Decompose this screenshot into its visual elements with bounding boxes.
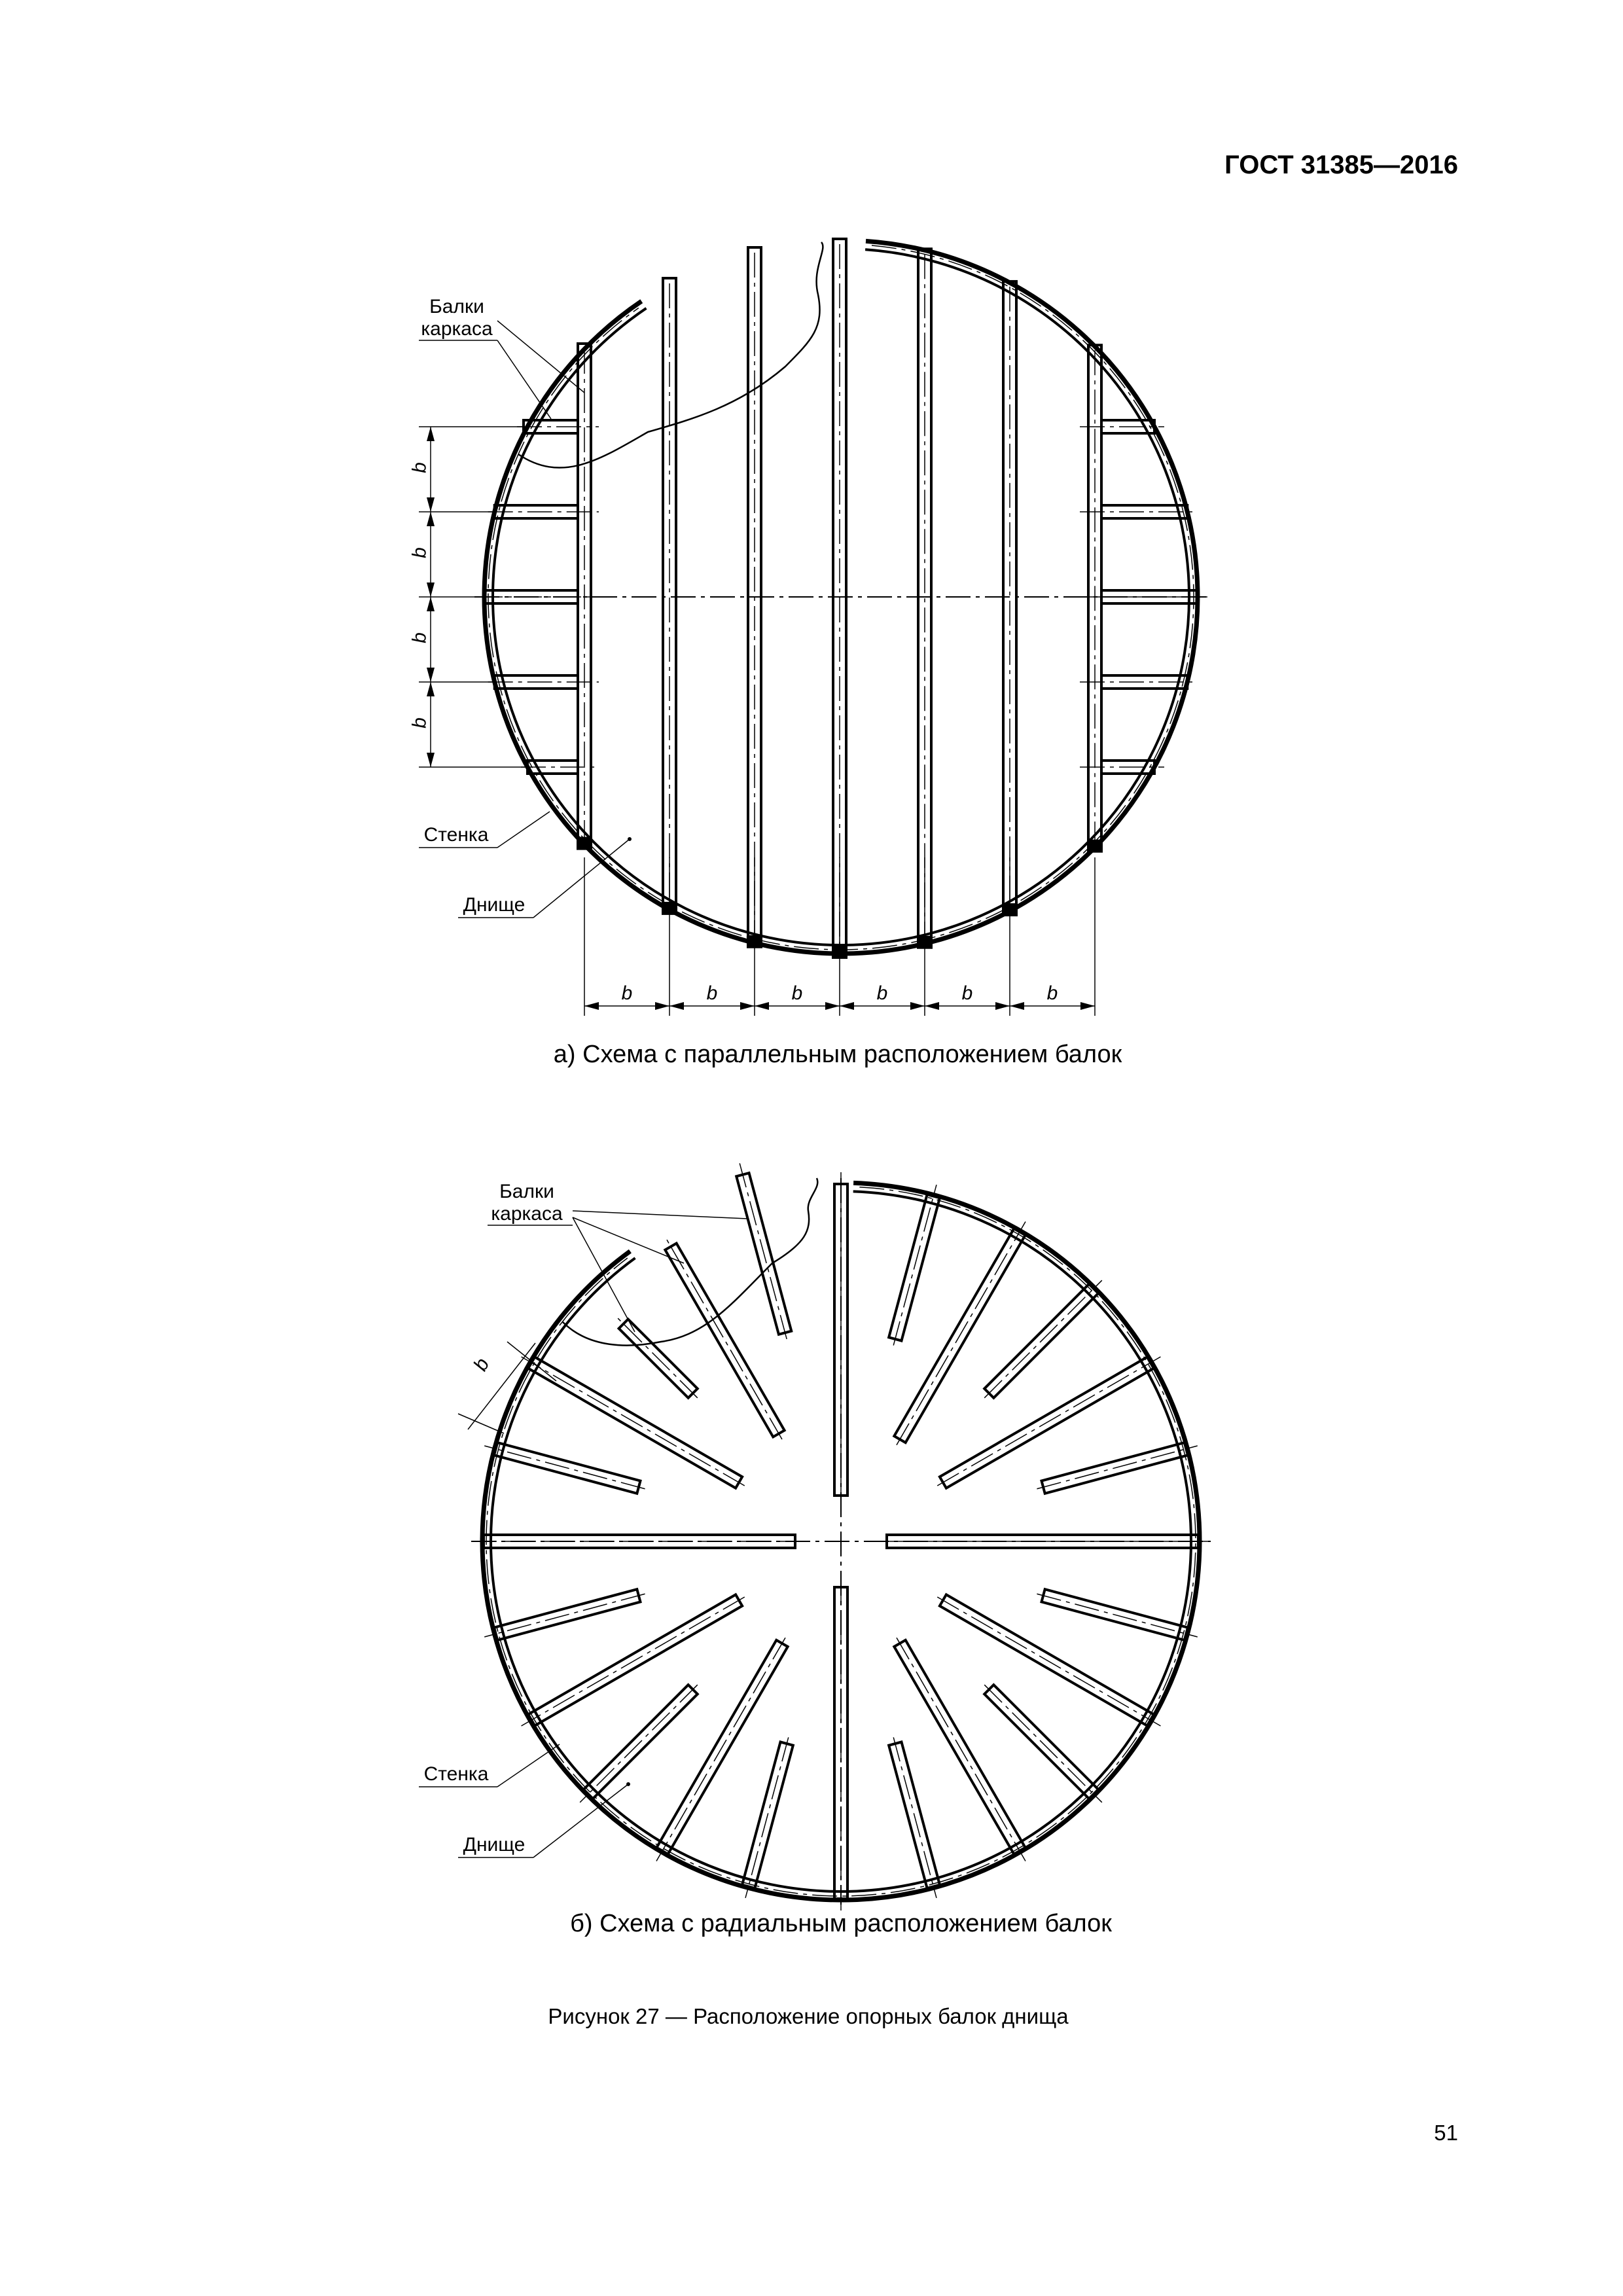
beam-radial-centerline xyxy=(893,1737,936,1897)
break-line xyxy=(563,1178,817,1346)
dimension-label-b: b xyxy=(621,982,633,1004)
beam-radial-centerline xyxy=(745,1737,789,1897)
beam-radial-centerline xyxy=(984,1280,1102,1398)
label-beams-line-2: каркаса xyxy=(491,1203,563,1225)
beam-radial xyxy=(665,1244,784,1437)
beam-radial-centerline xyxy=(937,1357,1160,1486)
beam-radial-centerline xyxy=(522,1597,745,1726)
figure-a-caption: а) Схема с параллельным расположением балок xyxy=(553,1041,1122,1068)
beam-radial-centerline xyxy=(937,1597,1160,1726)
beam-radial-centerline xyxy=(740,1163,787,1339)
dimension-label-b: b xyxy=(1046,982,1058,1004)
standard-designation: ГОСТ 31385—2016 xyxy=(1224,151,1458,179)
label-bottom: Днище xyxy=(463,1834,526,1856)
leader-line xyxy=(573,1211,747,1219)
beam-radial-centerline xyxy=(1037,1594,1197,1637)
beam-radial-centerline xyxy=(522,1357,745,1486)
label-wall: Стенка xyxy=(423,1763,489,1785)
label-wall: Стенка xyxy=(423,824,489,846)
dimension-label-b: b xyxy=(408,717,431,728)
beam-radial-centerline xyxy=(665,1236,782,1439)
extension-line xyxy=(458,1414,504,1433)
dimension-label-b: b xyxy=(408,632,431,643)
beam-radial-centerline xyxy=(893,1185,936,1345)
leader-dot xyxy=(626,1782,630,1786)
label-bottom: Днище xyxy=(463,894,526,916)
label-beams-line-2: каркаса xyxy=(421,318,493,340)
beam-radial-centerline xyxy=(580,1685,698,1803)
beam-radial-centerline xyxy=(1037,1446,1197,1489)
beam-radial-centerline xyxy=(897,1222,1026,1445)
label-beams-line-1: Балки xyxy=(429,296,484,317)
dimension-label-b: b xyxy=(408,547,431,558)
beam-radial-centerline xyxy=(656,1638,785,1861)
dimension-label-b: b xyxy=(706,982,718,1004)
beam-radial-centerline xyxy=(484,1446,645,1489)
beam-radial-centerline xyxy=(484,1594,645,1637)
beam-radial-centerline xyxy=(897,1638,1026,1861)
dimension-label-b: b xyxy=(469,1354,494,1375)
dimension-label-b: b xyxy=(876,982,888,1004)
figure-b-caption: б) Схема с радиальным расположением балок xyxy=(570,1910,1112,1937)
leader-line xyxy=(573,1217,635,1332)
dimension-label-b: b xyxy=(408,462,431,473)
dimension-label-b: b xyxy=(961,982,973,1004)
dimension-label-b: b xyxy=(791,982,803,1004)
page-number: 51 xyxy=(1434,2121,1458,2145)
label-beams-line-1: Балки xyxy=(499,1181,554,1202)
beam-radial-centerline xyxy=(984,1685,1102,1803)
beam-radial-centerline xyxy=(615,1316,698,1398)
figure-caption: Рисунок 27 — Расположение опорных балок днища xyxy=(548,2004,1069,2028)
leader-line xyxy=(497,1744,560,1787)
